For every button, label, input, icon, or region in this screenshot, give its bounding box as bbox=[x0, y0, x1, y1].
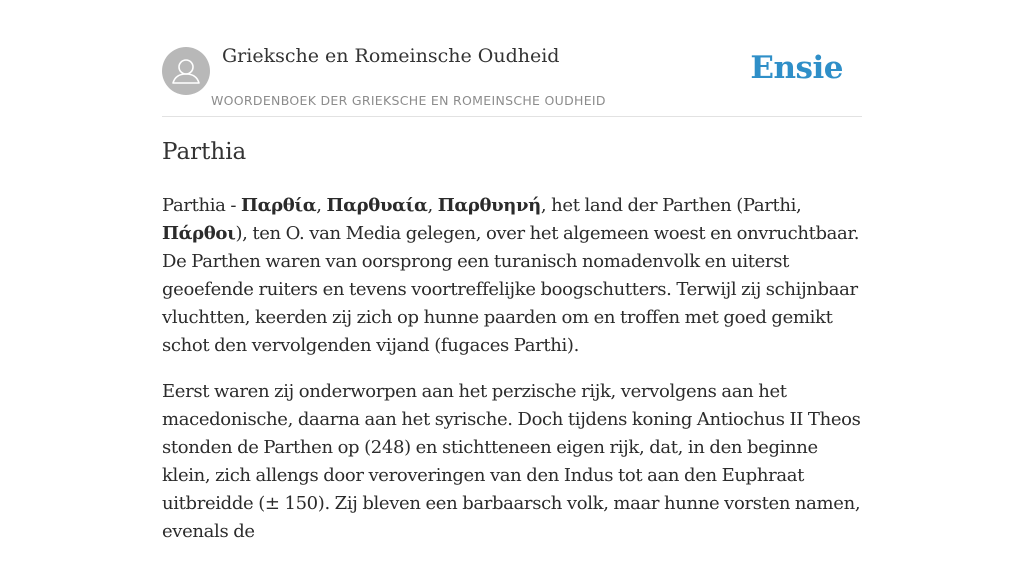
text-span: Parthia - bbox=[162, 195, 241, 216]
source-subtitle: WOORDENBOEK DER GRIEKSCHE EN ROMEINSCHE OUDHEID bbox=[211, 93, 606, 108]
greek-term: Παρθυηνή bbox=[437, 195, 541, 216]
separator: , bbox=[427, 195, 438, 216]
entry-body bbox=[162, 192, 862, 564]
page bbox=[162, 0, 862, 542]
greek-term: Πάρθοι bbox=[162, 223, 236, 244]
separator: , bbox=[316, 195, 327, 216]
greek-term: Παρθυαία bbox=[326, 195, 428, 216]
source-avatar[interactable] bbox=[162, 47, 210, 95]
user-silhouette-icon bbox=[162, 47, 210, 95]
entry-title: Parthia bbox=[162, 139, 247, 165]
paragraph-2: Eerst waren zij onderworpen aan het perzische rijk, vervolgens aan het macedonische, daarna aan het syrische. Doch tijdens koning Antiochus II Theos stonden de Parthen op (248) en stichtteneen eigen rijk, dat, in den beginne klein, zich allengs door veroveringen van den Indus tot aan den Euphraat uitbreidde (± 150). Zij bleven een barbaarsch volk, maar hunne vorsten namen, evenals de bbox=[162, 381, 861, 542]
text-span: ), ten O. van Media gelegen, over het algemeen woest en onvruchtbaar. De Parthen waren van oorsprong een turanisch nomadenvolk en uiterst geoefende ruiters en tevens voortreffelijke boogschutters. Terwijl zij schijnbaar vluchtten, keerden zij zich op hunne paarden om en troffen met goed gemikt schot den vervolgenden vijand (fugaces Parthi). bbox=[162, 223, 860, 356]
ensie-logo[interactable]: Ensie bbox=[750, 50, 843, 86]
paragraph-1 bbox=[162, 192, 862, 360]
source-header bbox=[162, 0, 862, 117]
text-span: , het land der Parthen (Parthi, bbox=[540, 195, 802, 216]
source-title-link[interactable]: Grieksche en Romeinsche Oudheid bbox=[222, 45, 560, 67]
greek-term: Παρθία bbox=[240, 195, 317, 216]
